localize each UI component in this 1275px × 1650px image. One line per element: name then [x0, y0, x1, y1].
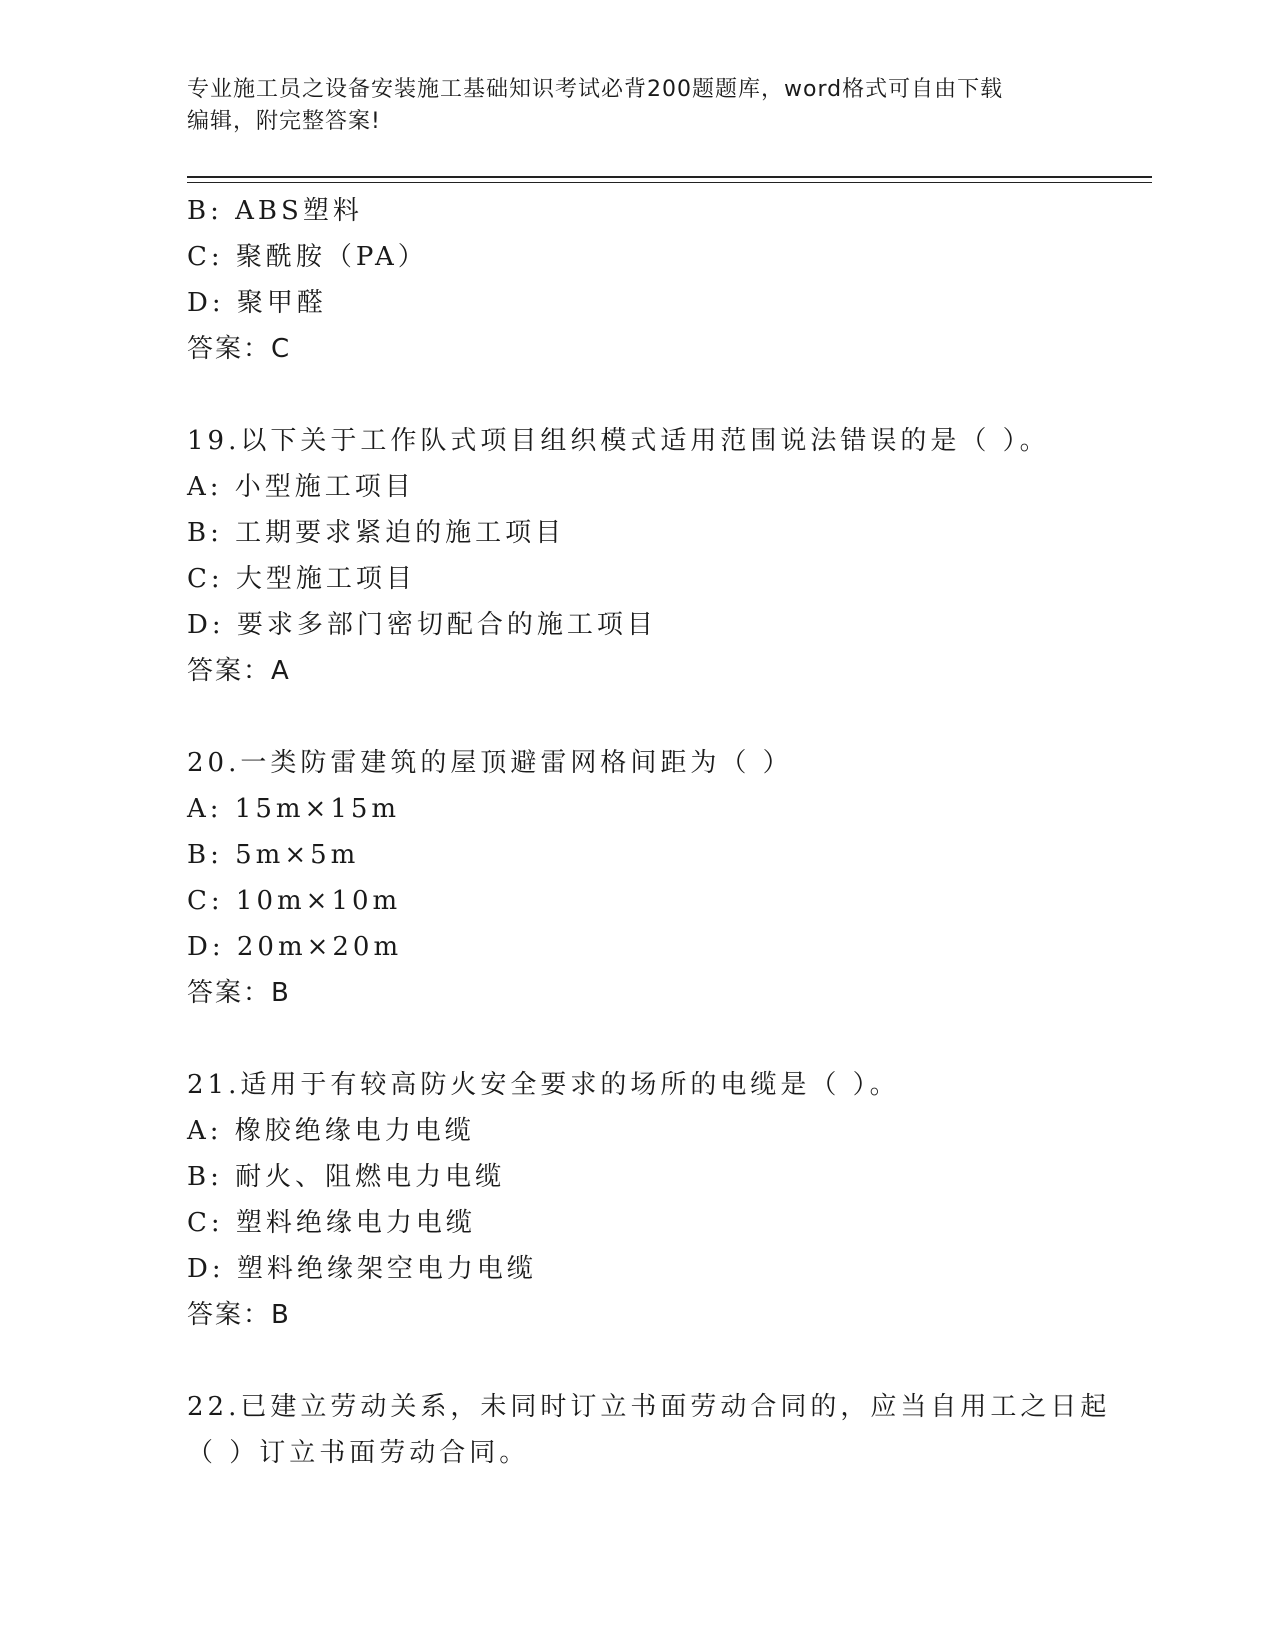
question-18-continuation [187, 188, 1152, 372]
header-line-1: 专业施工员之设备安装施工基础知识考试必背200题题库，word格式可自由下载 [187, 77, 1004, 102]
spacer [187, 694, 1152, 740]
answer-line: 答案：B [187, 978, 291, 1008]
question-stem-line-1: 22.已建立劳动关系，未同时订立书面劳动合同的，应当自用工之日起 [187, 1392, 1111, 1422]
option-b: B: 5m×5m [187, 840, 360, 870]
option-c: C: 10m×10m [187, 886, 402, 916]
question-21 [187, 1062, 1152, 1338]
header-rule-thin [187, 182, 1152, 183]
question-stem: 19.以下关于工作队式项目组织模式适用范围说法错误的是（ ）。 [187, 426, 1050, 456]
question-stem: 20.一类防雷建筑的屋顶避雷网格间距为（ ） [187, 748, 793, 778]
option-a: A: 橡胶绝缘电力电缆 [187, 1116, 475, 1146]
option-c: C: 聚酰胺（PA） [187, 242, 428, 272]
option-d: D: 要求多部门密切配合的施工项目 [187, 610, 657, 640]
option-b: B: 工期要求紧迫的施工项目 [187, 518, 566, 548]
answer-line: 答案：B [187, 1300, 291, 1330]
question-content [187, 188, 1152, 1476]
header-rule-thick [187, 176, 1152, 178]
question-22 [187, 1384, 1152, 1476]
question-stem: 21.适用于有较高防火安全要求的场所的电缆是（ ）。 [187, 1070, 900, 1100]
header-line-2: 编辑，附完整答案! [187, 109, 381, 134]
option-b: B: 耐火、阻燃电力电缆 [187, 1162, 506, 1192]
option-d: D: 塑料绝缘架空电力电缆 [187, 1254, 537, 1284]
question-19 [187, 418, 1152, 694]
option-b: B: ABS塑料 [187, 196, 363, 226]
option-c: C: 大型施工项目 [187, 564, 416, 594]
option-a: A: 15m×15m [187, 794, 401, 824]
spacer [187, 1338, 1152, 1384]
answer-line: 答案：A [187, 656, 291, 686]
question-stem-line-2: （ ）订立书面劳动合同。 [187, 1438, 530, 1468]
answer-line: 答案：C [187, 334, 292, 364]
option-d: D: 20m×20m [187, 932, 403, 962]
spacer [187, 372, 1152, 418]
question-20 [187, 740, 1152, 1016]
option-c: C: 塑料绝缘电力电缆 [187, 1208, 476, 1238]
option-a: A: 小型施工项目 [187, 472, 415, 502]
spacer [187, 1016, 1152, 1062]
option-d: D: 聚甲醛 [187, 288, 327, 318]
page-header [187, 74, 1087, 138]
